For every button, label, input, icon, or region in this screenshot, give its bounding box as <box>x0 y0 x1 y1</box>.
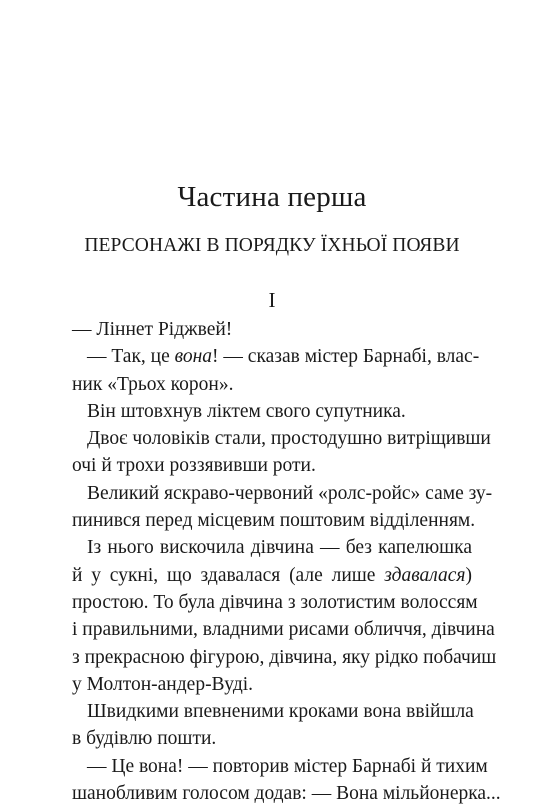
italic-text: вона <box>174 346 213 368</box>
text-segment: Він штовхнув ліктем свого супутника. <box>87 400 406 422</box>
text-segment: з прекрасною фігурою, дівчина, яку рідко побачиш <box>72 646 497 668</box>
text-segment: ник «Трьох корон». <box>72 373 234 395</box>
text-segment: — Це вона! — повторив містер Барнабі й тихим <box>87 755 488 777</box>
text-line <box>72 753 488 780</box>
text-line <box>72 780 501 807</box>
text-segment: ) <box>465 564 472 586</box>
text-line <box>72 616 495 643</box>
text-line <box>72 371 472 398</box>
text-segment: Швидкими впевненими кроками вона ввійшла <box>87 701 474 723</box>
text-segment: — Так, це <box>87 346 175 368</box>
body-text <box>72 316 501 807</box>
text-segment: очі й трохи роззявивши роти. <box>72 455 316 477</box>
text-line <box>72 725 472 752</box>
chapter-number: I <box>268 288 276 312</box>
text-segment: Із нього вискочила дівчина — без капелюшка <box>87 537 472 559</box>
text-segment: простою. То була дівчина з золотистим волоссям <box>72 591 478 613</box>
text-line <box>72 507 476 534</box>
text-line <box>72 698 472 725</box>
text-line <box>72 398 472 425</box>
text-line <box>72 671 472 698</box>
text-segment: — Ліннет Ріджвей! <box>72 319 233 340</box>
part-title: Частина перша <box>177 181 367 213</box>
text-segment: у Молтон-андер-Вуді. <box>72 673 254 695</box>
part-subtitle: ПЕРСОНАЖІ В ПОРЯДКУ ЇХНЬОЇ ПОЯВИ <box>84 235 460 256</box>
text-segment: пинився перед місцевим поштовим відділенням. <box>72 510 476 532</box>
text-line <box>72 316 472 343</box>
text-line <box>72 425 491 452</box>
text-segment: ! — сказав містер Барнабі, влас- <box>212 346 480 368</box>
italic-text: здавалася <box>384 564 466 586</box>
text-line <box>72 452 472 479</box>
text-line <box>72 562 472 589</box>
text-line <box>72 534 472 561</box>
text-segment: й у сукні, що здавалася (але лише <box>72 564 385 586</box>
text-line <box>72 480 493 507</box>
text-segment: в будівлю пошти. <box>72 728 217 750</box>
text-line <box>72 589 478 616</box>
text-segment: шанобливим голосом додав: — Вона мільйонерка... <box>72 783 501 805</box>
text-line <box>72 644 497 671</box>
text-segment: Великий яскраво-червоний «ролс-ройс» саме зу- <box>87 482 493 504</box>
text-segment: і правильними, владними рисами обличчя, дівчина <box>72 619 495 641</box>
text-line <box>72 343 480 370</box>
text-segment: Двоє чоловіків стали, простодушно витріщивши <box>87 428 491 450</box>
